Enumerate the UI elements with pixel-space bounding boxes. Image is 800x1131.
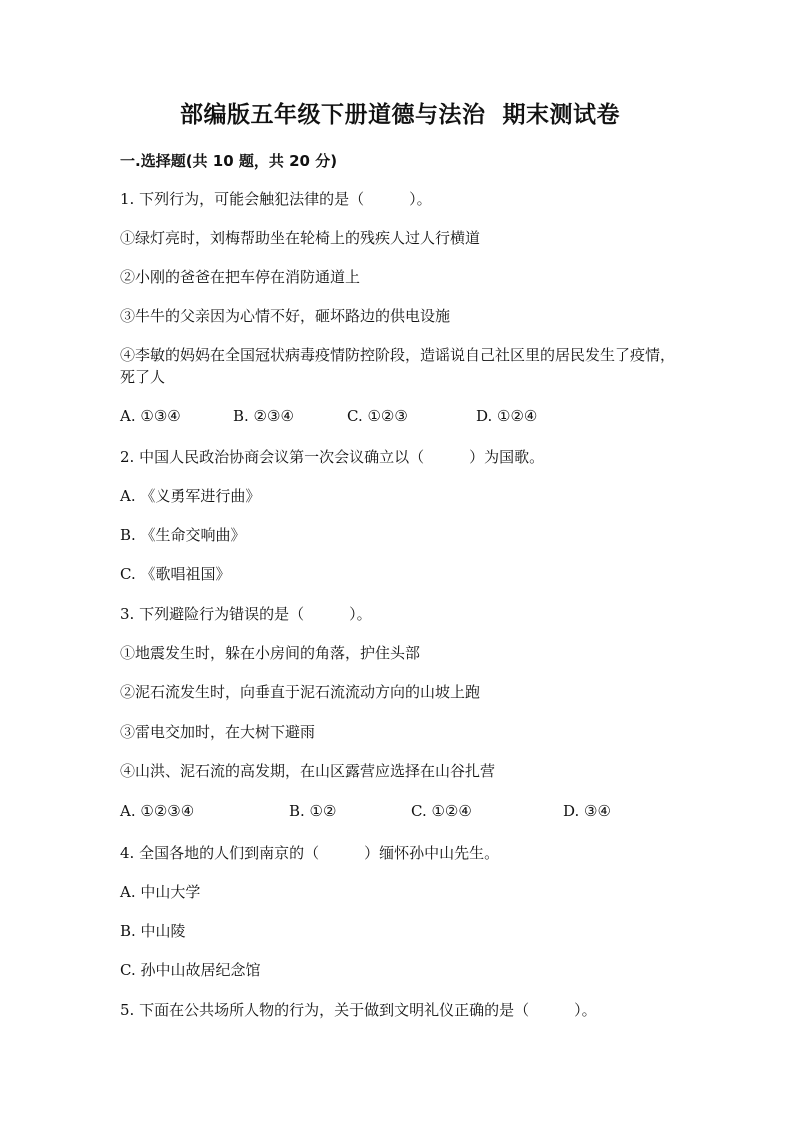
question-4-stem: 4. 全国各地的人们到南京的（ ）缅怀孙中山先生。 — [120, 844, 500, 862]
question-3-option-c: C. ①②④ — [411, 802, 472, 820]
question-1-stem: 1. 下列行为，可能会触犯法律的是（ ）。 — [120, 190, 432, 208]
question-3-item-4: ④山洪、泥石流的高发期，在山区露营应选择在山谷扎营 — [120, 762, 496, 780]
question-3-item-1: ①地震发生时，躲在小房间的角落，护住头部 — [120, 644, 421, 662]
question-1-item-3: ③牛牛的父亲因为心情不好，砸坏路边的供电设施 — [120, 307, 451, 325]
question-3-item-2: ②泥石流发生时，向垂直于泥石流流动方向的山坡上跑 — [120, 683, 481, 701]
question-2-option-a: A. 《义勇军进行曲》 — [120, 487, 261, 505]
question-4-option-a: A. 中山大学 — [120, 883, 201, 901]
question-1-option-d: D. ①②④ — [476, 407, 538, 425]
question-3-stem: 3. 下列避险行为错误的是（ ）。 — [120, 605, 372, 623]
question-3-item-3: ③雷电交加时，在大树下避雨 — [120, 723, 316, 741]
question-1-option-b: B. ②③④ — [233, 407, 294, 425]
question-2-stem: 2. 中国人民政治协商会议第一次会议确立以（ ）为国歌。 — [120, 448, 545, 466]
question-1-item-1: ①绿灯亮时，刘梅帮助坐在轮椅上的残疾人过人行横道 — [120, 229, 481, 247]
question-1-item-4: ④李敏的妈妈在全国冠状病毒疫情防控阶段，造谣说自己社区里的居民发生了疫情，死了人 — [120, 346, 676, 386]
question-4-option-c: C. 孙中山故居纪念馆 — [120, 961, 261, 979]
question-5-stem: 5. 下面在公共场所人物的行为，关于做到文明礼仪正确的是（ ）。 — [120, 1001, 597, 1019]
section-heading: 一.选择题(共 10 题，共 20 分) — [120, 152, 338, 170]
question-4-option-b: B. 中山陵 — [120, 922, 186, 940]
question-3-option-d: D. ③④ — [563, 802, 611, 820]
question-1-option-a: A. ①③④ — [120, 407, 181, 425]
question-3-option-a: A. ①②③④ — [120, 802, 195, 820]
question-1-option-c: C. ①②③ — [347, 407, 408, 425]
question-3-option-b: B. ①② — [289, 802, 337, 820]
question-1-item-2: ②小刚的爸爸在把车停在消防通道上 — [120, 268, 361, 286]
question-2-option-b: B. 《生命交响曲》 — [120, 526, 246, 544]
page-title: 部编版五年级下册道德与法治 期末测试卷 — [179, 102, 620, 128]
question-2-option-c: C. 《歌唱祖国》 — [120, 565, 231, 583]
